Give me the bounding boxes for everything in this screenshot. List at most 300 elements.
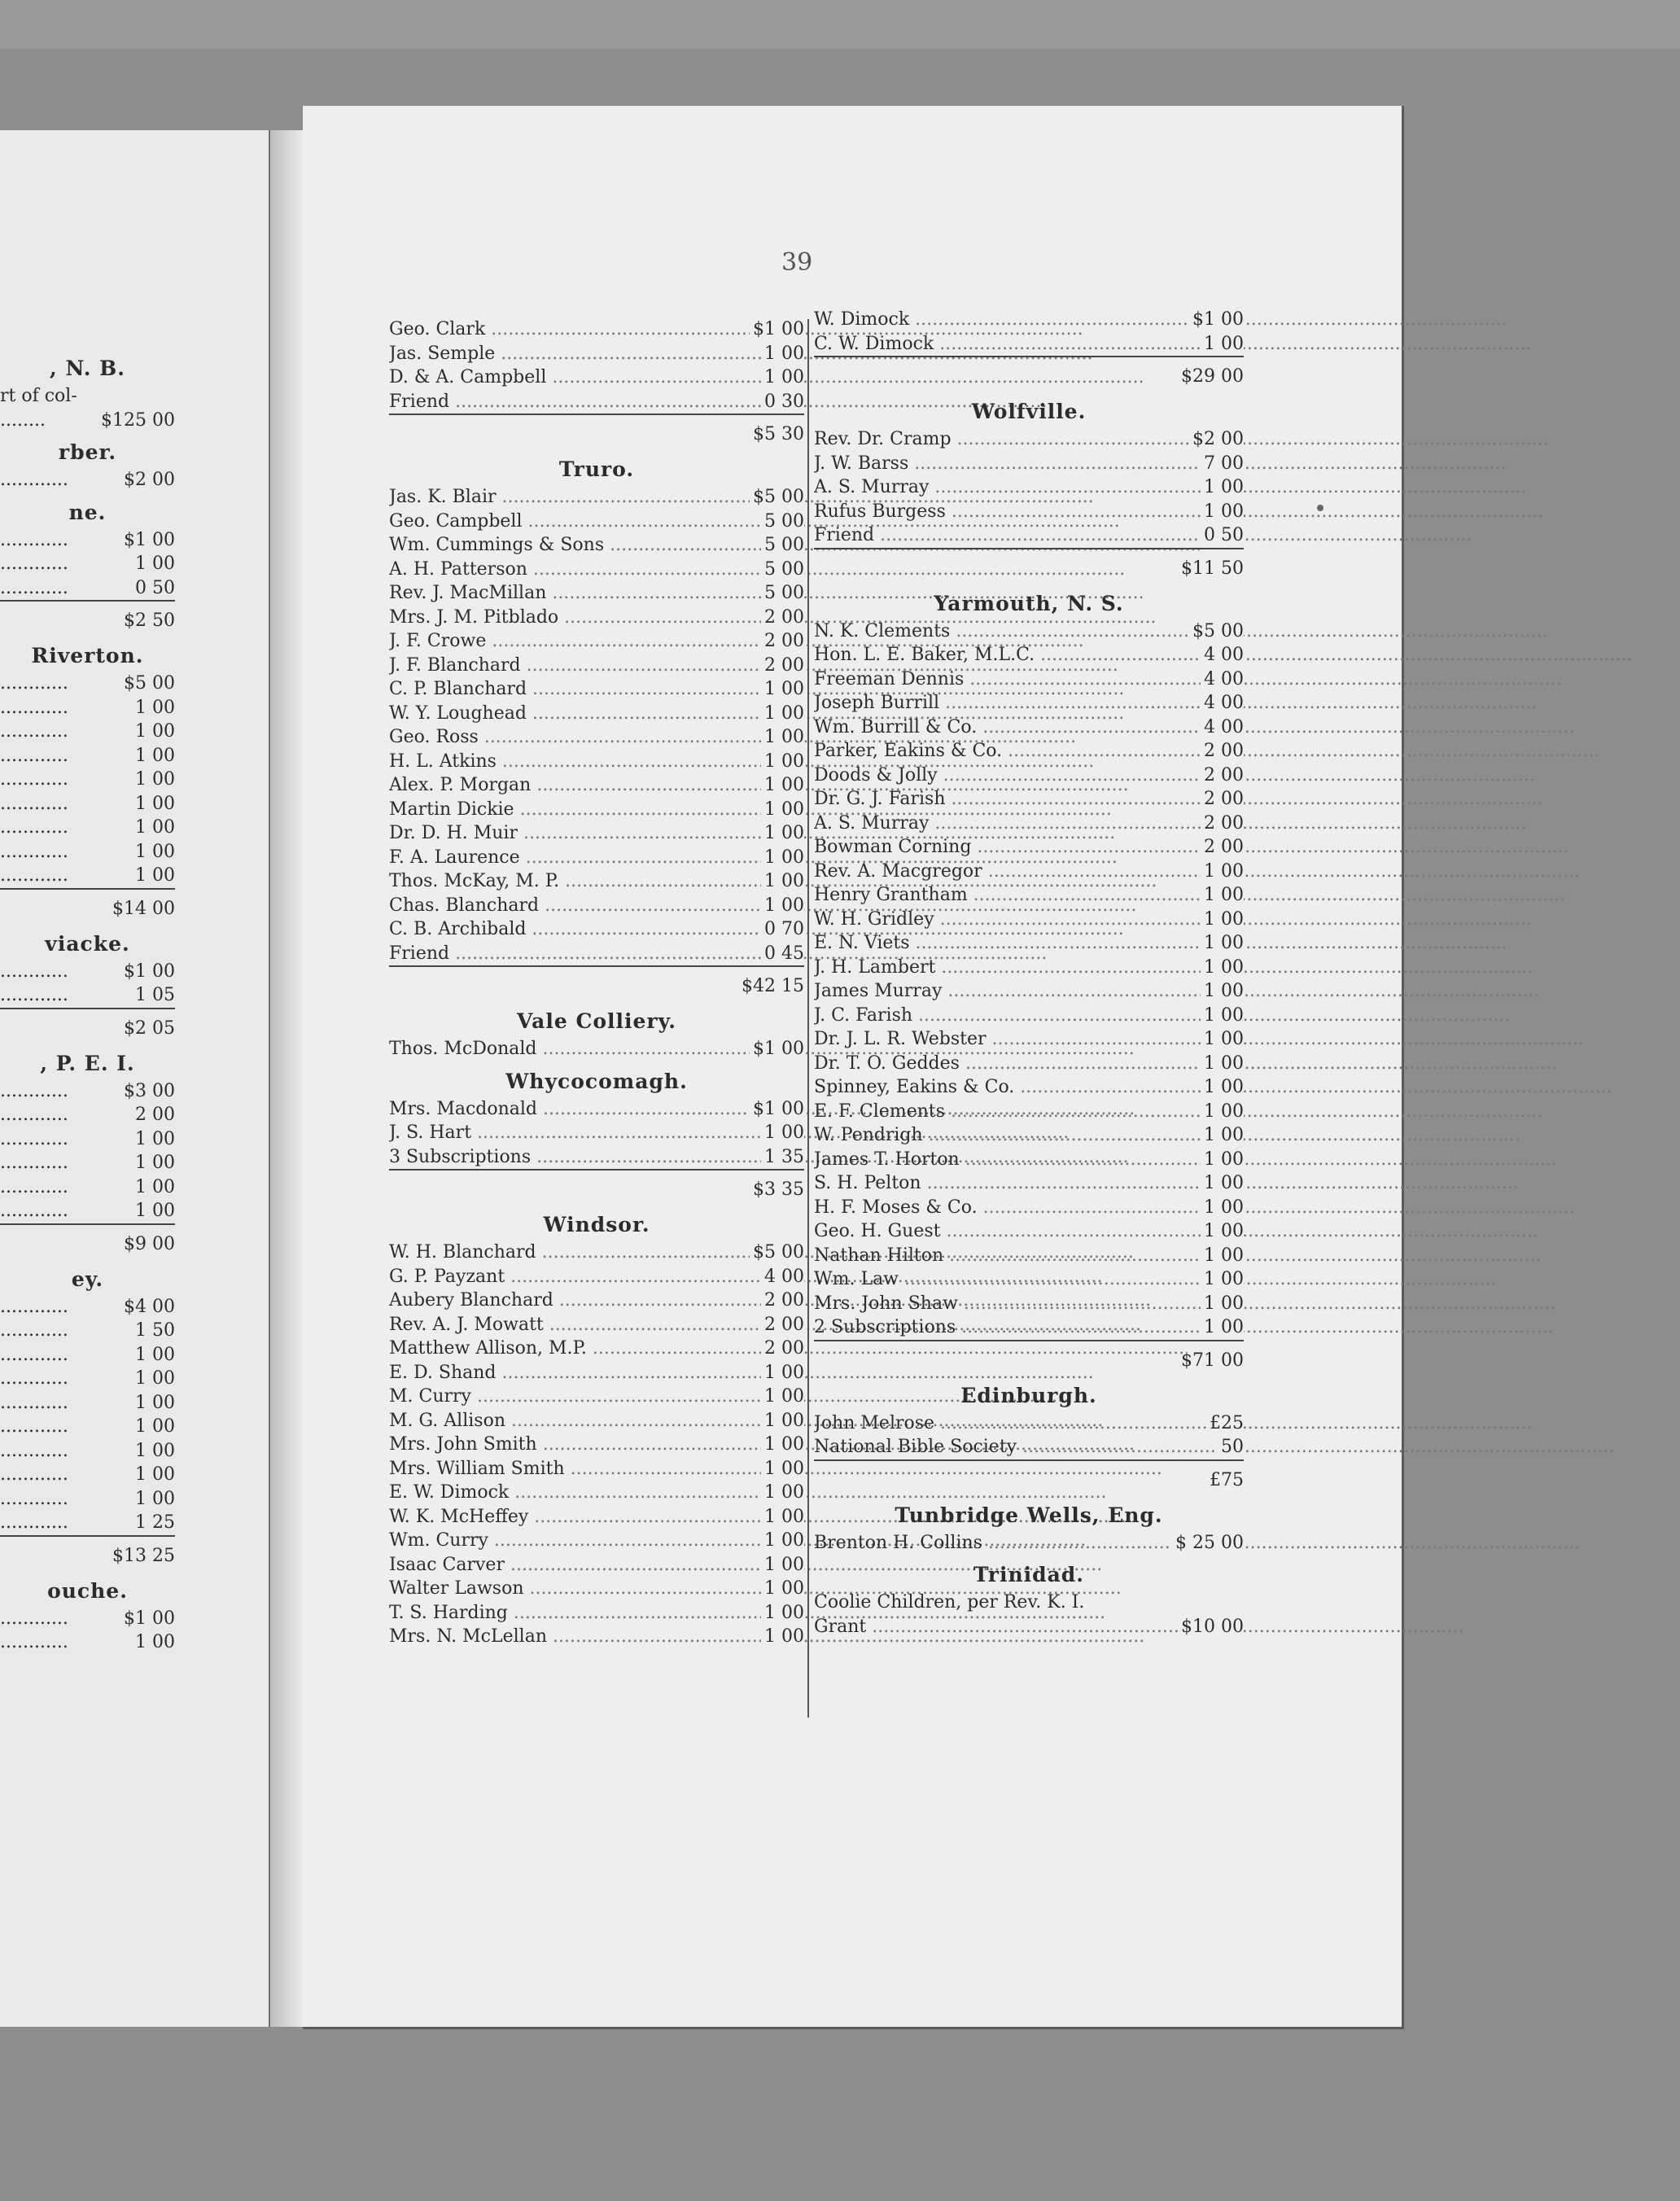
donation-amount: 2 00 (761, 654, 804, 678)
donor-row (389, 1361, 804, 1385)
donation-amount: 1 00 (135, 768, 175, 792)
donation-amount: 1 00 (761, 1433, 804, 1457)
donor-row (0, 672, 175, 696)
donor-name: Wm. Law ..... (814, 1267, 1496, 1292)
donation-amount: 4 00 (1201, 643, 1244, 667)
donor-name: Chas. Blanchard ..... (389, 894, 1136, 918)
donor-row (389, 725, 804, 750)
subtotal-amount: $29 00 (1181, 366, 1244, 387)
donation-amount: 1 00 (135, 1127, 175, 1152)
donor-name: ............ (0, 1632, 68, 1652)
donor-row (389, 1385, 804, 1409)
donor-name: Mrs. Macdonald ..... (389, 1097, 1135, 1122)
donor-row (389, 1457, 804, 1481)
donor-name: Mrs. John Shaw ..... (814, 1292, 1555, 1316)
donation-amount: 1 00 (135, 792, 175, 816)
scan-background (0, 0, 1680, 49)
donor-row (389, 342, 804, 366)
donation-amount: 1 00 (135, 696, 175, 720)
donor-name: Geo. Clark ..... (389, 317, 1083, 342)
donor-row (0, 1487, 175, 1512)
section-heading: Edinburgh. (960, 1383, 1097, 1407)
donor-name: Freeman Dennis ..... (814, 667, 1562, 692)
donor-name: W. Y. Loughead ..... (389, 702, 1124, 726)
donor-row (814, 691, 1244, 715)
donor-name: C. W. Dimock ..... (814, 332, 1532, 357)
donor-row (389, 821, 804, 846)
donation-amount: 1 00 (135, 1630, 175, 1655)
donation-amount: 1 00 (135, 1415, 175, 1439)
donation-amount: 1 00 (135, 840, 175, 864)
donor-row (0, 792, 175, 816)
donor-row (0, 816, 175, 840)
donation-amount: $5 00 (1189, 619, 1244, 644)
ink-dot (1317, 505, 1323, 511)
donation-amount: 2 00 (761, 1337, 804, 1361)
donor-row (814, 1148, 1244, 1172)
donor-row (0, 1463, 175, 1487)
section-heading: Trinidad. (973, 1563, 1084, 1586)
donation-amount: 5 00 (761, 581, 804, 606)
donor-name: Dr. T. O. Geddes ..... (814, 1052, 1557, 1076)
donor-name: rt of col- (0, 386, 77, 406)
donor-row (814, 1100, 1244, 1124)
donation-amount: 1 00 (135, 552, 175, 576)
donation-amount: 1 00 (1201, 1075, 1244, 1100)
donation-amount: 1 00 (761, 725, 804, 750)
donation-amount: 1 00 (1201, 1292, 1244, 1316)
donation-amount: $1 00 (750, 1037, 804, 1061)
donor-row (389, 1121, 804, 1145)
donor-name: ............ (0, 721, 68, 742)
donor-row (0, 1079, 175, 1104)
donation-amount: 1 00 (761, 869, 804, 894)
donor-name: Isaac Carver ..... (389, 1553, 1102, 1577)
donor-row (389, 654, 804, 678)
donor-name: C. P. Blanchard ..... (389, 677, 1124, 702)
donor-name: ............ (0, 1176, 68, 1197)
donor-name: ............ (0, 1201, 68, 1221)
donor-row (814, 1435, 1244, 1459)
donor-name: M. G. Allison ..... (389, 1409, 1103, 1433)
section-heading: Wolfville. (971, 400, 1087, 423)
donor-row (814, 332, 1244, 357)
donor-row (0, 1367, 175, 1391)
donor-row (389, 1289, 804, 1313)
subtotal-amount: $5 30 (753, 424, 804, 444)
donor-row (389, 773, 804, 798)
section-heading: rber. (58, 440, 117, 464)
donation-amount: 5 00 (761, 510, 804, 534)
donation-amount: 2 00 (1201, 787, 1244, 812)
donor-name: Dr. J. L. R. Webster ..... (814, 1027, 1584, 1052)
donor-row (389, 1529, 804, 1553)
donor-row (389, 365, 804, 390)
donor-row (814, 452, 1244, 476)
donor-row (0, 864, 175, 888)
donor-name: F. A. Laurence ..... (389, 846, 1118, 870)
donor-row (389, 750, 804, 774)
donor-name: ............ (0, 1368, 68, 1389)
donor-row (389, 1241, 804, 1265)
donor-row (389, 510, 804, 534)
donor-row (389, 942, 804, 966)
donor-row (814, 787, 1244, 812)
donor-name: Nathan Hilton ..... (814, 1244, 1541, 1268)
donor-row (389, 846, 804, 870)
donor-row (814, 1075, 1244, 1100)
page-gutter (270, 130, 303, 2027)
donation-amount: 2 00 (1201, 835, 1244, 860)
donation-amount: 1 00 (1201, 1148, 1244, 1172)
donation-amount: 1 00 (761, 1577, 804, 1601)
subtotal-amount: $9 00 (124, 1233, 175, 1254)
donation-amount: 1 00 (135, 1199, 175, 1223)
subtotal-row (814, 1459, 1244, 1495)
donor-row (389, 798, 804, 822)
donor-row (814, 1292, 1244, 1316)
donation-column-left (389, 317, 804, 1649)
donation-amount: 1 00 (135, 1439, 175, 1464)
donor-name: Friend ..... (389, 942, 1047, 966)
donation-amount: 1 00 (1201, 931, 1244, 956)
section-heading: , N. B. (50, 357, 125, 380)
donor-row (814, 1531, 1244, 1556)
donor-row (0, 1630, 175, 1655)
subtotal-row (814, 356, 1244, 392)
donor-row (389, 1577, 804, 1601)
donation-amount: 1 50 (135, 1319, 175, 1343)
donor-row (814, 427, 1244, 452)
donor-name: Wm. Curry ..... (389, 1529, 1086, 1553)
donation-amount: 1 00 (761, 677, 804, 702)
donation-amount: 2 00 (761, 606, 804, 630)
donor-name: Dr. D. H. Muir ..... (389, 821, 1115, 846)
donation-amount: 1 00 (1201, 1267, 1244, 1292)
donation-amount: 0 30 (761, 390, 804, 414)
donor-name: J. F. Crowe ..... (389, 629, 1084, 654)
donor-name: Wm. Cummings & Sons ..... (389, 533, 1201, 558)
donation-amount: 1 00 (761, 821, 804, 846)
donation-amount: 1 00 (135, 744, 175, 768)
section-heading: Windsor. (543, 1213, 650, 1236)
donor-name: ............ (0, 960, 68, 982)
donor-name: ............ (0, 673, 68, 694)
donation-amount: 1 00 (135, 720, 175, 744)
donor-name: James Murray ..... (814, 979, 1540, 1004)
donation-amount: 2 00 (761, 1313, 804, 1337)
section-heading: viacke. (45, 931, 130, 956)
donation-amount: 5 00 (761, 558, 804, 582)
donor-row (389, 1265, 804, 1289)
subtotal-row (0, 1008, 175, 1044)
donation-amount: $ 25 00 (1172, 1531, 1244, 1556)
section-heading: ouche. (47, 1578, 128, 1603)
donor-row (389, 1601, 804, 1626)
donation-amount: 0 70 (761, 917, 804, 942)
section-heading: Tunbridge Wells, Eng. (895, 1503, 1163, 1527)
donor-name: J. S. Hart ..... (389, 1121, 1069, 1145)
donation-amount: 1 00 (1201, 475, 1244, 500)
donation-amount: 1 00 (135, 1343, 175, 1367)
donor-name: ............ (0, 1128, 68, 1149)
donor-name: ............ (0, 577, 68, 598)
donor-name: Geo. H. Guest ..... (814, 1219, 1538, 1244)
donor-row (389, 1037, 804, 1061)
donor-row (0, 720, 175, 744)
donor-name: J. W. Barss ..... (814, 452, 1507, 476)
donor-name: Wm. Burrill & Co. ..... (814, 715, 1575, 740)
donation-amount: 1 00 (761, 1409, 804, 1433)
donor-row (814, 764, 1244, 788)
donation-amount: 1 25 (135, 1511, 175, 1535)
donor-row (0, 983, 175, 1008)
donation-amount: $2 00 (1189, 427, 1244, 452)
donation-amount: 1 00 (1201, 1123, 1244, 1148)
donor-name: J. F. Blanchard ..... (389, 654, 1118, 678)
donor-name: Mrs. William Smith ..... (389, 1457, 1162, 1481)
donor-row (814, 1004, 1244, 1028)
donor-row (814, 1052, 1244, 1076)
donor-row (389, 533, 804, 558)
donation-amount: $1 00 (1189, 308, 1244, 332)
donation-amount: 1 00 (761, 798, 804, 822)
donation-amount: 1 00 (761, 1553, 804, 1577)
donation-column-right (814, 308, 1244, 1639)
donor-name: ............ (0, 697, 68, 718)
donor-name: ............ (0, 1464, 68, 1485)
donor-row (814, 619, 1244, 644)
donor-row (389, 629, 804, 654)
donor-name: Thos. McDonald ..... (389, 1037, 1135, 1061)
donor-name: Rev. J. MacMillan ..... (389, 581, 1144, 606)
donor-name: John Melrose ..... (814, 1411, 1532, 1436)
donor-name: S. H. Pelton ..... (814, 1171, 1519, 1196)
donation-amount: 1 00 (1201, 908, 1244, 932)
donor-name: A. S. Murray ..... (814, 475, 1527, 500)
donor-row (814, 1027, 1244, 1052)
donor-row (814, 835, 1244, 860)
donor-row (814, 979, 1244, 1004)
donor-name: ............ (0, 769, 68, 790)
donor-name: ............ (0, 841, 68, 862)
donation-amount: $1 00 (124, 1607, 175, 1631)
donor-row (389, 1481, 804, 1505)
donor-row (814, 883, 1244, 908)
donor-name: Parker, Eakins & Co. ..... (814, 739, 1599, 764)
donation-amount: 1 05 (135, 983, 175, 1008)
donation-amount: 1 00 (135, 1463, 175, 1487)
donor-name: D. & A. Campbell ..... (389, 365, 1144, 390)
donor-name: E. W. Dimock ..... (389, 1481, 1107, 1505)
donor-name: Dr. G. J. Farish ..... (814, 787, 1543, 812)
donation-amount: 1 00 (761, 894, 804, 918)
donor-row (0, 696, 175, 720)
donor-row (814, 931, 1244, 956)
donor-name: ............ (0, 745, 68, 766)
donor-row (814, 1196, 1244, 1220)
donation-amount: $125 00 (101, 409, 175, 433)
section-heading: Riverton. (31, 644, 144, 667)
donation-amount: 1 00 (761, 1625, 804, 1649)
subtotal-amount: $11 50 (1181, 558, 1244, 579)
donation-amount: 1 00 (1201, 1004, 1244, 1028)
donation-amount: 1 00 (761, 1481, 804, 1505)
donation-amount: 1 00 (1201, 1219, 1244, 1244)
donation-amount: 1 00 (1201, 1100, 1244, 1124)
donation-amount: $10 00 (1178, 1615, 1244, 1639)
donation-amount: 50 (1218, 1435, 1244, 1459)
subtotal-row (389, 965, 804, 1001)
donation-amount: $1 00 (124, 528, 175, 553)
donor-name: E. F. Clements ..... (814, 1100, 1542, 1124)
donor-row (814, 523, 1244, 548)
donor-name: N. K. Clements ..... (814, 619, 1548, 644)
donation-amount: 1 00 (761, 773, 804, 798)
donor-row (389, 869, 804, 894)
donor-row (814, 1615, 1244, 1639)
subtotal-amount: $2 05 (124, 1017, 175, 1039)
donor-row (814, 667, 1244, 692)
donor-row (814, 308, 1244, 332)
donor-row (0, 768, 175, 792)
subtotal-row (389, 414, 804, 449)
donor-name: Rufus Burgess ..... (814, 500, 1543, 524)
donation-amount: 1 00 (1201, 979, 1244, 1004)
section-heading: Truro. (558, 457, 635, 481)
donor-row (389, 1313, 804, 1337)
donor-row (814, 715, 1244, 740)
donor-name: J. C. Farish ..... (814, 1004, 1510, 1028)
donor-name: W. H. Blanchard ..... (389, 1241, 1134, 1265)
donor-row (0, 576, 175, 601)
donor-row (814, 1123, 1244, 1148)
donation-amount: $1 00 (124, 960, 175, 984)
donor-name: Geo. Campbell ..... (389, 510, 1120, 534)
donor-name: Alex. P. Morgan ..... (389, 773, 1129, 798)
donation-amount: 1 00 (135, 1175, 175, 1200)
donor-name: Rev. A. Macgregor ..... (814, 860, 1580, 884)
donor-name: Mrs. N. McLellan ..... (389, 1625, 1144, 1649)
donor-name: ............ (0, 985, 68, 1005)
donor-name: Rev. A. J. Mowatt ..... (389, 1313, 1141, 1337)
donor-row (389, 317, 804, 342)
donation-amount: 1 00 (1201, 332, 1244, 357)
donor-row (389, 606, 804, 630)
donor-name: ........ (0, 409, 46, 431)
donor-row (0, 840, 175, 864)
donor-name: 3 Subscriptions ..... (389, 1145, 1128, 1170)
donor-row (0, 1343, 175, 1367)
donor-name: Walter Lawson ..... (389, 1577, 1122, 1601)
donor-row (0, 744, 175, 768)
donor-name: 2 Subscriptions ..... (814, 1315, 1553, 1340)
donation-amount: 4 00 (1201, 691, 1244, 715)
donor-row (0, 1607, 175, 1631)
left-page-fragment (0, 130, 270, 2027)
donation-amount: 1 00 (1201, 1027, 1244, 1052)
donation-amount: $1 00 (750, 1097, 804, 1122)
donation-amount: 2 00 (135, 1103, 175, 1127)
subtotal-amount: $42 15 (742, 976, 804, 996)
subtotal-amount: £75 (1210, 1469, 1244, 1490)
donor-name: Matthew Allison, M.P. ..... (389, 1337, 1184, 1361)
donor-row (0, 1319, 175, 1343)
donation-amount: 1 00 (761, 365, 804, 390)
donation-amount: 1 00 (135, 1391, 175, 1416)
donor-row (0, 1391, 175, 1416)
donor-row (389, 581, 804, 606)
donor-name: Hon. L. E. Baker, M.L.C. ..... (814, 643, 1632, 667)
donor-name-text: Coolie Children, per Rev. K. I. (814, 1592, 1085, 1612)
donor-row (814, 500, 1244, 524)
donor-name: E. D. Shand ..... (389, 1361, 1094, 1385)
donor-row (0, 1439, 175, 1464)
donor-row (814, 475, 1244, 500)
plain-text-line (814, 1591, 1244, 1615)
section-heading: Vale Colliery. (517, 1009, 676, 1033)
donor-name: James T. Horton ..... (814, 1148, 1557, 1172)
donation-amount: 1 00 (1201, 1244, 1244, 1268)
section-heading: ne. (68, 500, 107, 524)
donor-name: Aubery Blanchard ..... (389, 1289, 1151, 1313)
donation-amount: 2 00 (1201, 812, 1244, 836)
donor-row (389, 485, 804, 510)
donation-amount: 1 00 (135, 1487, 175, 1512)
donor-name: Jas. K. Blair ..... (389, 485, 1094, 510)
donor-name: H. F. Moses & Co. ..... (814, 1196, 1575, 1220)
donor-name: Friend ..... (814, 523, 1472, 548)
donor-name: Henry Grantham ..... (814, 883, 1565, 908)
donation-amount: 1 00 (135, 816, 175, 840)
subtotal-amount: $2 50 (124, 610, 175, 631)
donation-amount: 0 45 (761, 942, 804, 966)
donor-name: Jas. Semple ..... (389, 342, 1093, 366)
donation-amount: 1 00 (761, 846, 804, 870)
donor-name: Thos. McKay, M. P. ..... (389, 869, 1157, 894)
donor-row (389, 558, 804, 582)
donor-name: Bowman Corning ..... (814, 835, 1569, 860)
donation-amount: 1 00 (1201, 860, 1244, 884)
donation-amount: 1 00 (135, 1367, 175, 1391)
donation-amount: 1 00 (1201, 1196, 1244, 1220)
donor-name: Mrs. J. M. Pitblado ..... (389, 606, 1156, 630)
donation-amount: 5 00 (761, 533, 804, 558)
donor-row (814, 1244, 1244, 1268)
donation-amount: $2 00 (124, 468, 175, 492)
donor-row (0, 552, 175, 576)
section-heading: , P. E. I. (40, 1051, 135, 1075)
donor-row (0, 1199, 175, 1223)
subtotal-row (0, 888, 175, 924)
donor-name: ............ (0, 1392, 68, 1413)
column-divider (807, 319, 809, 1717)
donor-name: Mrs. John Smith ..... (389, 1433, 1135, 1457)
donation-amount: 1 00 (761, 750, 804, 774)
donor-name: ............ (0, 1105, 68, 1125)
donation-amount: $5 00 (124, 672, 175, 696)
subtotal-amount: $71 00 (1181, 1350, 1244, 1371)
donor-name: ............ (0, 1440, 68, 1461)
donor-row (0, 1127, 175, 1152)
donor-name: ............ (0, 1512, 68, 1533)
donor-name: G. P. Payzant ..... (389, 1265, 1102, 1289)
donor-row (814, 1315, 1244, 1340)
donor-name: E. N. Viets ..... (814, 931, 1507, 956)
donor-name: Rev. Dr. Cramp ..... (814, 427, 1549, 452)
donor-name: Grant ..... (814, 1615, 1464, 1639)
donor-name: ............ (0, 470, 68, 490)
